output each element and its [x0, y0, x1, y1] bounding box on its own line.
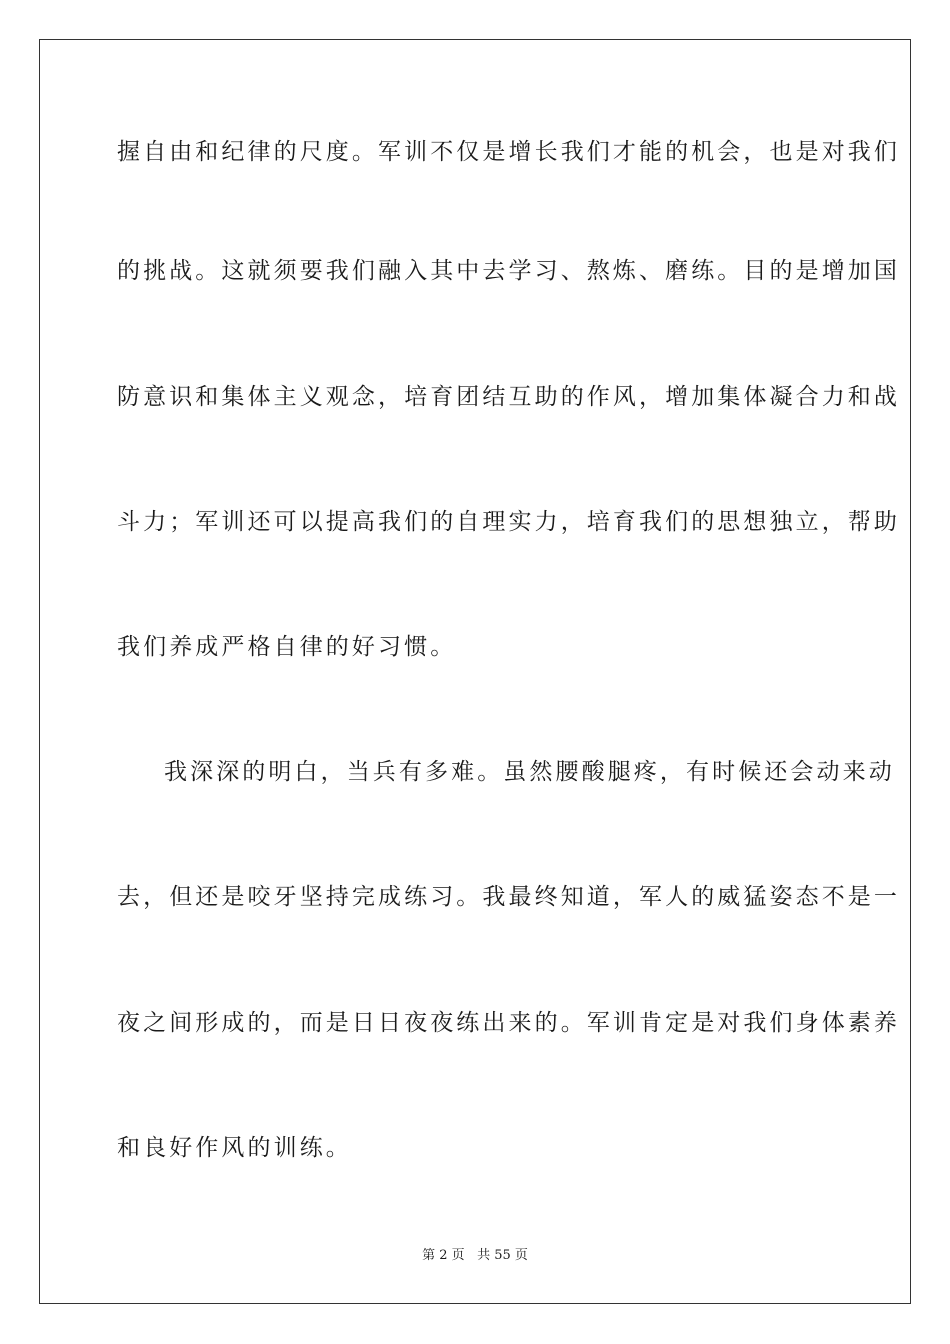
text-line-6: 我深深的明白，当兵有多难。虽然腰酸腿疼，有时候还会动来动 [164, 759, 895, 785]
text-line-9: 和良好作风的训练。 [117, 1135, 352, 1161]
page-number: 第 2 页 [422, 1248, 465, 1263]
text-line-2: 的挑战。这就须要我们融入其中去学习、熬炼、磨练。目的是增加国 [117, 258, 900, 284]
page-border [39, 39, 911, 1304]
text-line-4: 斗力；军训还可以提高我们的自理实力，培育我们的思想独立，帮助 [117, 509, 900, 535]
text-line-3: 防意识和集体主义观念，培育团结互助的作风，增加集体凝合力和战 [117, 384, 900, 410]
text-line-5: 我们养成严格自律的好习惯。 [117, 634, 457, 660]
page-footer [0, 1247, 950, 1265]
text-line-8: 夜之间形成的，而是日日夜夜练出来的。军训肯定是对我们身体素养 [117, 1010, 900, 1036]
text-line-7: 去，但还是咬牙坚持完成练习。我最终知道，军人的威猛姿态不是一 [117, 884, 900, 910]
page-total: 共 55 页 [477, 1248, 528, 1263]
text-line-1: 握自由和纪律的尺度。军训不仅是增长我们才能的机会，也是对我们 [117, 139, 900, 165]
